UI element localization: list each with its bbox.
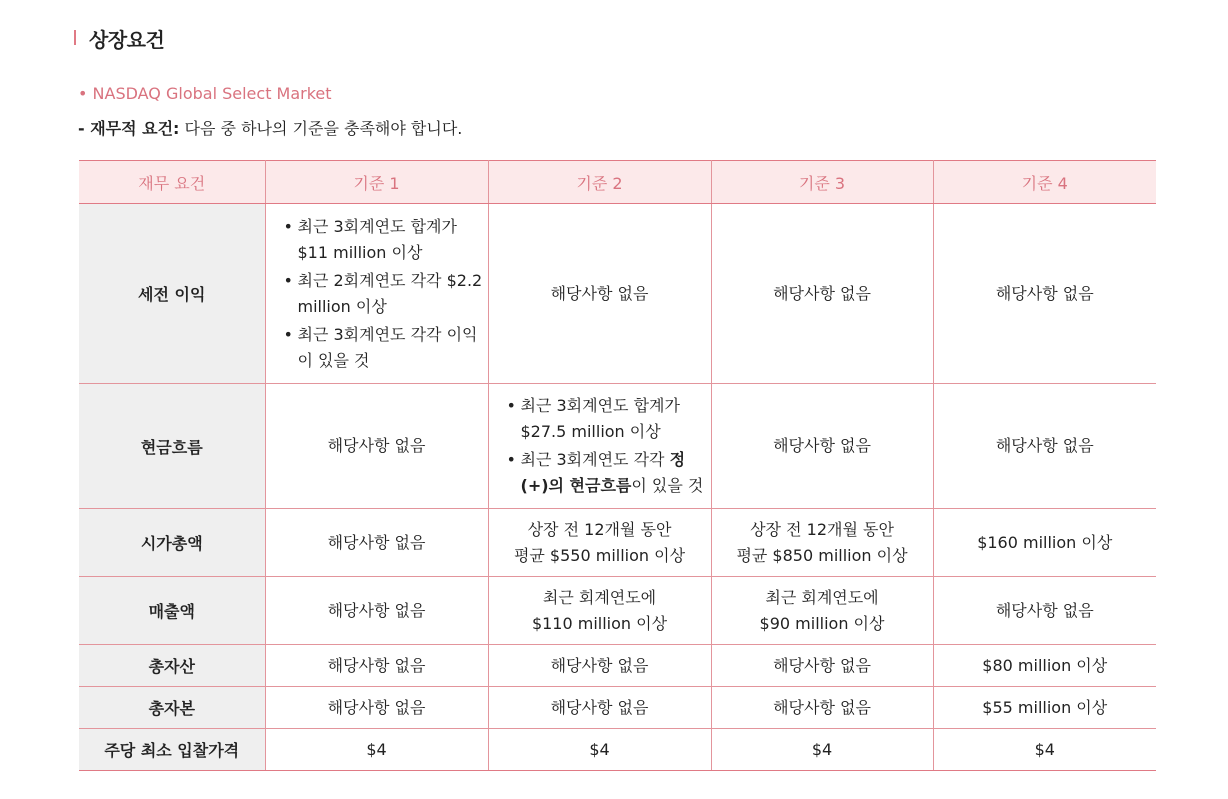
- table-cell: 해당사항 없음: [265, 645, 488, 687]
- table-row-min-bid: [79, 729, 1156, 771]
- row-label: 총자본: [79, 687, 265, 729]
- table-cell: 해당사항 없음: [488, 204, 711, 384]
- table-cell: [488, 384, 711, 509]
- bullet-list: [266, 214, 488, 374]
- table-row-equity: [79, 687, 1156, 729]
- header-criterion-2: 기준 2: [488, 161, 711, 204]
- table-cell: 해당사항 없음: [711, 645, 933, 687]
- section-title: 상장요건: [89, 28, 165, 52]
- title-accent-bar: [74, 30, 76, 45]
- requirement-label: - 재무적 요건:: [78, 119, 180, 138]
- row-label: 세전 이익: [79, 204, 265, 384]
- table-cell: [711, 577, 933, 645]
- cell-line: 평균 $550 million 이상: [513, 545, 686, 565]
- list-item: • 최근 3회계연도 합계가 $27.5 million 이상: [507, 393, 711, 445]
- row-label: 현금흐름: [79, 384, 265, 509]
- requirement-text: 다음 중 하나의 기준을 충족해야 합니다.: [179, 119, 463, 138]
- table-cell: [711, 509, 933, 577]
- table-cell: $80 million 이상: [933, 645, 1156, 687]
- list-item: • 최근 3회계연도 합계가 $11 million 이상: [284, 214, 488, 266]
- requirement-line: [78, 116, 462, 139]
- table-cell: [488, 577, 711, 645]
- table-header-row: [79, 161, 1156, 204]
- cell-line: 최근 회계연도에: [542, 587, 657, 607]
- table-cell: $4: [265, 729, 488, 771]
- header-criterion-4: 기준 4: [933, 161, 1156, 204]
- row-label: 시가총액: [79, 509, 265, 577]
- table-cell: 해당사항 없음: [711, 204, 933, 384]
- table-cell: 해당사항 없음: [265, 384, 488, 509]
- cell-line: $90 million 이상: [759, 613, 885, 633]
- table-cell: 해당사항 없음: [711, 384, 933, 509]
- row-label: 매출액: [79, 577, 265, 645]
- table-cell: [488, 509, 711, 577]
- market-name: • NASDAQ Global Select Market: [78, 84, 332, 103]
- bold-text: 정(+)의 현금흐름: [520, 450, 686, 495]
- table-cell: $160 million 이상: [933, 509, 1156, 577]
- row-label: 총자산: [79, 645, 265, 687]
- cell-line: 평균 $850 million 이상: [736, 545, 908, 565]
- cell-line: 상장 전 12개월 동안: [527, 519, 672, 539]
- table-cell: [265, 204, 488, 384]
- table-row-pretax: [79, 204, 1156, 384]
- listing-requirements-table: [79, 160, 1156, 771]
- table-cell: $55 million 이상: [933, 687, 1156, 729]
- table-cell: 해당사항 없음: [933, 384, 1156, 509]
- table-row-marketcap: [79, 509, 1156, 577]
- table-cell: 해당사항 없음: [265, 687, 488, 729]
- table-row-revenue: [79, 577, 1156, 645]
- list-item: • 최근 3회계연도 각각 이익이 있을 것: [284, 322, 488, 374]
- cell-line: 최근 회계연도에: [765, 587, 879, 607]
- list-item: [507, 447, 711, 499]
- list-item: • 최근 2회계연도 각각 $2.2 million 이상: [284, 268, 488, 320]
- table-row-cashflow: [79, 384, 1156, 509]
- header-criterion-3: 기준 3: [711, 161, 933, 204]
- cell-line: 상장 전 12개월 동안: [750, 519, 894, 539]
- table-row-assets: [79, 645, 1156, 687]
- bullet-list: [489, 393, 711, 499]
- header-criterion-1: 기준 1: [265, 161, 488, 204]
- cell-line: $110 million 이상: [531, 613, 668, 633]
- table-cell: $4: [711, 729, 933, 771]
- table-cell: 해당사항 없음: [265, 509, 488, 577]
- text-run: 이 있을 것: [631, 476, 704, 495]
- header-requirement: 재무 요건: [79, 161, 265, 204]
- table-cell: 해당사항 없음: [933, 577, 1156, 645]
- text-run: 최근 3회계연도 각각: [520, 450, 670, 469]
- table-cell: $4: [488, 729, 711, 771]
- table-cell: $4: [933, 729, 1156, 771]
- table-cell: 해당사항 없음: [488, 645, 711, 687]
- table-cell: 해당사항 없음: [488, 687, 711, 729]
- row-label: 주당 최소 입찰가격: [79, 729, 265, 771]
- table-cell: 해당사항 없음: [711, 687, 933, 729]
- table-cell: 해당사항 없음: [933, 204, 1156, 384]
- table-cell: 해당사항 없음: [265, 577, 488, 645]
